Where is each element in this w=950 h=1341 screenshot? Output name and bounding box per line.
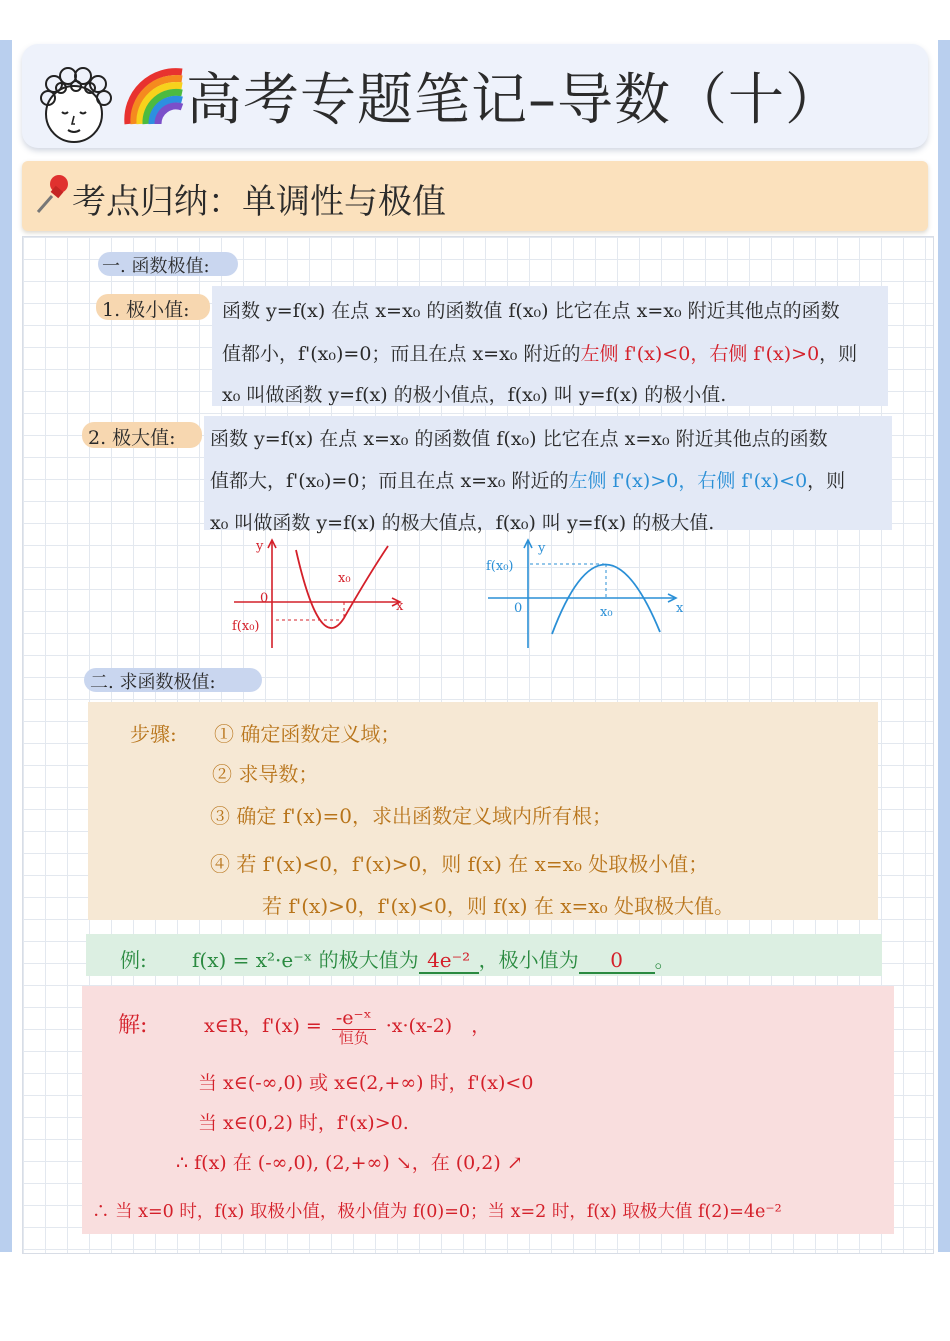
example-answer-2: 0 <box>579 948 655 974</box>
min-def-line1: 函数 y=f(x) 在点 x=x₀ 的函数值 f(x₀) 比它在点 x=x₀ 附近其他点的函数 <box>222 300 840 322</box>
solution-line2: 当 x∈(-∞,0) 或 x∈(2,+∞) 时，f'(x)<0 <box>198 1072 534 1094</box>
solution-fraction-num: -e⁻ˣ <box>332 1008 376 1030</box>
max-def-line1: 函数 y=f(x) 在点 x=x₀ 的函数值 f(x₀) 比它在点 x=x₀ 附近其他点的函数 <box>210 428 828 450</box>
step-4a: ④ 若 f'(x)<0，f'(x)>0，则 f(x) 在 x=x₀ 处取极小值； <box>210 852 709 876</box>
step-4b: 若 f'(x)>0，f'(x)<0，则 f(x) 在 x=x₀ 处取极大值。 <box>262 894 734 918</box>
max-def-line2 <box>210 466 845 493</box>
min-def-line2-a: 值都小，f'(x₀)=0；而且在点 x=x₀ 附近的 <box>222 343 581 365</box>
steps-label: 步骤: <box>130 722 177 746</box>
max-graph-origin: 0 <box>514 601 523 616</box>
solution-fraction-den: 恒负 <box>338 1028 369 1047</box>
max-def-line3: x₀ 叫做函数 y=f(x) 的极大值点，f(x₀) 叫 y=f(x) 的极大值. <box>210 512 715 534</box>
solution-line3: 当 x∈(0,2) 时，f'(x)>0. <box>198 1112 409 1134</box>
min-label: 1. 极小值: <box>102 299 190 321</box>
max-def-line2-b: ，则 <box>807 470 846 492</box>
max-graph-x0: x₀ <box>600 605 613 620</box>
solution-label: 解: <box>118 1013 148 1038</box>
max-value-graph <box>482 536 688 652</box>
min-graph-x0: x₀ <box>338 571 351 586</box>
example-problem <box>192 944 675 974</box>
min-graph-y-label: y <box>256 539 264 554</box>
step-2: ② 求导数； <box>212 762 319 786</box>
solution-line1-a: x∈R，f'(x) = <box>204 1015 322 1038</box>
left-frame-border <box>0 40 12 1252</box>
min-graph-origin: 0 <box>260 591 269 606</box>
example-answer-1: 4e⁻² <box>419 948 479 974</box>
example-problem-a: f(x) = x²·e⁻ˣ 的极大值为 <box>192 948 419 972</box>
section1-heading: 一. 函数极值: <box>102 256 210 277</box>
min-def-line3: x₀ 叫做函数 y=f(x) 的极小值点，f(x₀) 叫 y=f(x) 的极小值. <box>222 384 727 406</box>
section2-heading: 二. 求函数极值: <box>90 672 216 693</box>
example-problem-b: ，极小值为 <box>478 948 579 972</box>
max-graph-y-label: y <box>538 541 546 556</box>
max-graph-fx0: f(x₀) <box>486 559 514 574</box>
solution-fraction <box>332 1008 376 1046</box>
max-label: 2. 极大值: <box>88 427 176 449</box>
step-1: ① 确定函数定义域； <box>214 722 401 746</box>
min-def-line2-b: ，则 <box>819 343 858 365</box>
example-label: 例: <box>120 948 147 972</box>
max-def-line2-blue: 左侧 f'(x)>0，右侧 f'(x)<0 <box>568 470 808 492</box>
solution-line1-b: ·x·(x-2) ， <box>385 1015 491 1038</box>
curly-hair-girl-icon <box>28 56 120 148</box>
step-3: ③ 确定 f'(x)=0，求出函数定义域内所有根； <box>210 804 612 828</box>
solution-line1 <box>204 1008 490 1046</box>
min-graph-x-label: x <box>396 599 404 614</box>
rainbow-icon <box>122 64 186 128</box>
pushpin-icon <box>34 172 72 216</box>
min-value-graph <box>228 536 418 652</box>
solution-line5: ∴ 当 x=0 时，f(x) 取极小值，极小值为 f(0)=0；当 x=2 时，f(x) 取极大值 f(2)=4e⁻² <box>92 1202 782 1222</box>
page-title: 高考专题笔记–导数（十） <box>186 68 842 133</box>
solution-line4: ∴ f(x) 在 (-∞,0), (2,+∞) ↘，在 (0,2) ↗ <box>176 1152 523 1174</box>
right-frame-border <box>938 40 950 1252</box>
banner-title: 考点归纳：单调性与极值 <box>72 182 446 222</box>
min-def-line2-red: 左侧 f'(x)<0，右侧 f'(x)>0 <box>580 343 820 365</box>
min-def-line2 <box>222 339 857 366</box>
min-graph-fx0: f(x₀) <box>232 619 260 634</box>
example-problem-end: 。 <box>654 948 675 972</box>
max-def-line2-a: 值都大，f'(x₀)=0；而且在点 x=x₀ 附近的 <box>210 470 569 492</box>
max-graph-x-label: x <box>676 601 684 616</box>
